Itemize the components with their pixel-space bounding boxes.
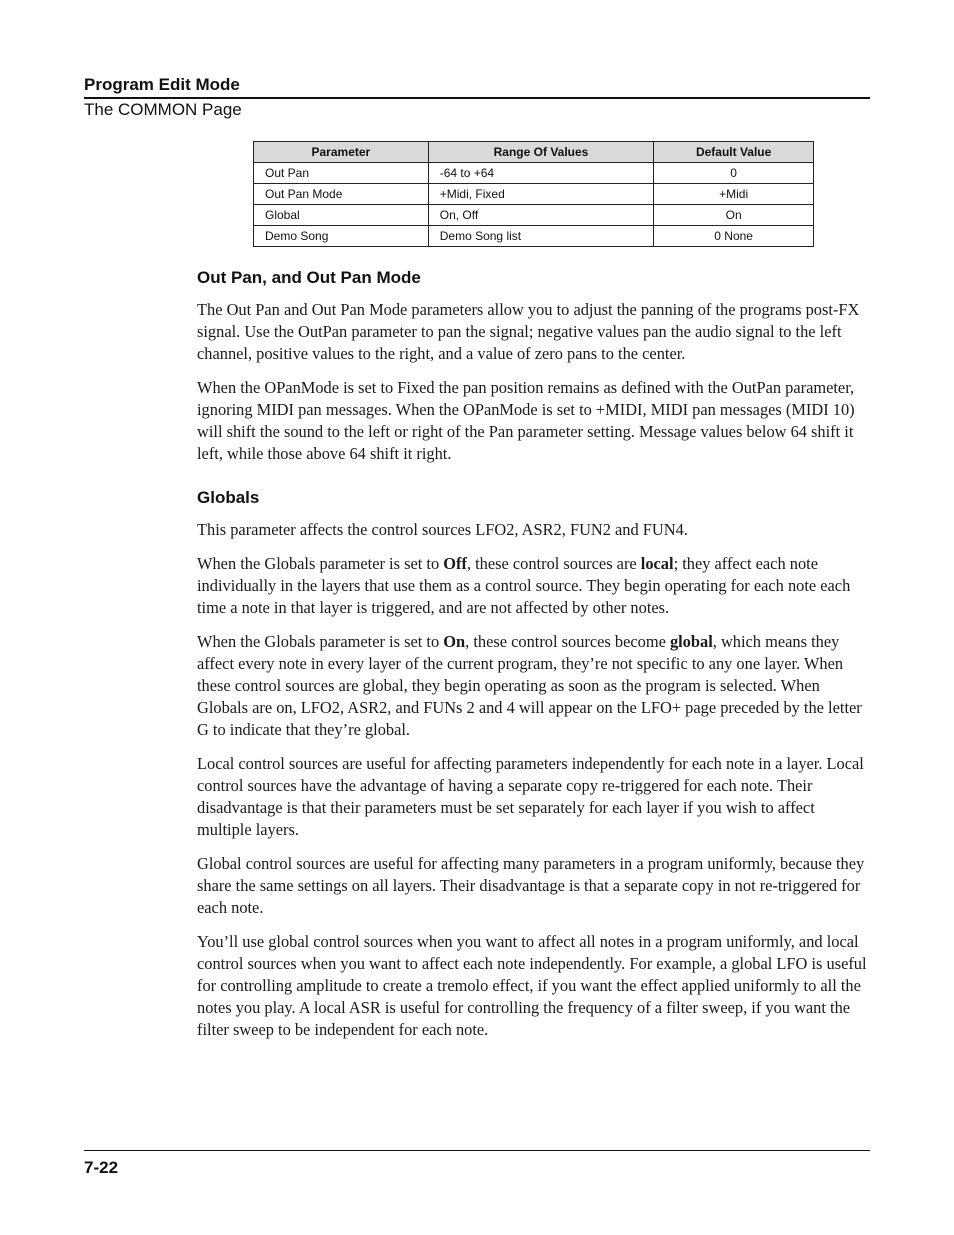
- column-header-range: Range Of Values: [428, 142, 654, 163]
- footer-rule: [84, 1150, 870, 1151]
- bold-term-off: Off: [443, 554, 467, 573]
- table-row: [254, 163, 814, 184]
- cell-parameter: Global: [254, 205, 429, 226]
- text-run: ; they affect each note individually in the layers that use them as a control source. They begin operating for each note each time a note in that layer is triggered, and are not affected by other notes.: [197, 554, 851, 617]
- table-row: [254, 205, 814, 226]
- cell-default: On: [654, 205, 814, 226]
- cell-parameter: Demo Song: [254, 226, 429, 247]
- cell-parameter: Out Pan: [254, 163, 429, 184]
- paragraph: This parameter affects the control sources LFO2, ASR2, FUN2 and FUN4.: [197, 520, 688, 539]
- parameter-table: [253, 141, 814, 247]
- text-run: , these control sources are: [466, 554, 641, 573]
- cell-range: Demo Song list: [428, 226, 654, 247]
- cell-default: 0: [654, 163, 814, 184]
- running-header-title: Program Edit Mode: [84, 75, 240, 94]
- paragraph: You’ll use global control sources when you want to affect all notes in a program uniformly, and local control sources when you want to affect each note independently. For example, a global LFO is useful for controlling amplitude to create a tremolo effect, if you want the effect applied uniformly to all the notes you play. A local ASR is useful for controlling the frequency of a filter sweep, if you want the filter sweep to be independent for each note.: [197, 932, 867, 1039]
- bold-term-on: On: [443, 632, 466, 651]
- main-content: [197, 266, 872, 1053]
- table-row: [254, 184, 814, 205]
- bold-term-local: local: [640, 554, 674, 573]
- text-run: When the Globals parameter is set to: [197, 554, 444, 573]
- paragraph: When the OPanMode is set to Fixed the pan position remains as defined with the OutPan parameter, ignoring MIDI pan messages. When the OPanMode is set to +MIDI, MIDI pan messages (MIDI 10) will shift the sound to the left or right of the Pan parameter setting. Message values below 64 shift it left, while those above 64 shift it right.: [197, 378, 855, 463]
- text-run: , which means they affect every note in every layer of the current program, they’re not specific to any one layer. When these control sources are global, they begin operating as soon as the program is selected. When Globals are on, LFO2, ASR2, and FUNs 2 and 4 will appear on the LFO+ page preceded by the letter G to indicate that they’re global.: [197, 632, 862, 739]
- cell-parameter: Out Pan Mode: [254, 184, 429, 205]
- table-header-row: [254, 142, 814, 163]
- section-heading-globals: Globals: [197, 488, 260, 507]
- running-header-subtitle: The COMMON Page: [84, 100, 242, 119]
- section-heading-out-pan: Out Pan, and Out Pan Mode: [197, 268, 421, 287]
- page-number: 7-22: [84, 1158, 119, 1177]
- column-header-default: Default Value: [654, 142, 814, 163]
- cell-range: +Midi, Fixed: [428, 184, 654, 205]
- paragraph: [197, 553, 872, 619]
- text-run: , these control sources become: [465, 632, 670, 651]
- paragraph: [197, 631, 872, 741]
- cell-range: On, Off: [428, 205, 654, 226]
- header-rule: [84, 97, 870, 99]
- cell-default: +Midi: [654, 184, 814, 205]
- paragraph: Local control sources are useful for affecting parameters independently for each note in a layer. Local control sources have the advantage of having a separate copy re-triggered for each note. Their disadvantage is that their parameters must be set separately for each layer if you wish to affect multiple layers.: [197, 754, 864, 839]
- text-run: When the Globals parameter is set to: [197, 632, 444, 651]
- cell-default: 0 None: [654, 226, 814, 247]
- table-row: [254, 226, 814, 247]
- bold-term-global: global: [669, 632, 713, 651]
- cell-range: -64 to +64: [428, 163, 654, 184]
- paragraph: Global control sources are useful for affecting many parameters in a program uniformly, because they share the same settings on all layers. Their disadvantage is that a separate copy in not re-triggered for each note.: [197, 854, 865, 917]
- column-header-parameter: Parameter: [254, 142, 429, 163]
- paragraph: The Out Pan and Out Pan Mode parameters allow you to adjust the panning of the programs post-FX signal. Use the OutPan parameter to pan the signal; negative values pan the audio signal to the left channel, positive values to the right, and a value of zero pans to the center.: [197, 300, 860, 363]
